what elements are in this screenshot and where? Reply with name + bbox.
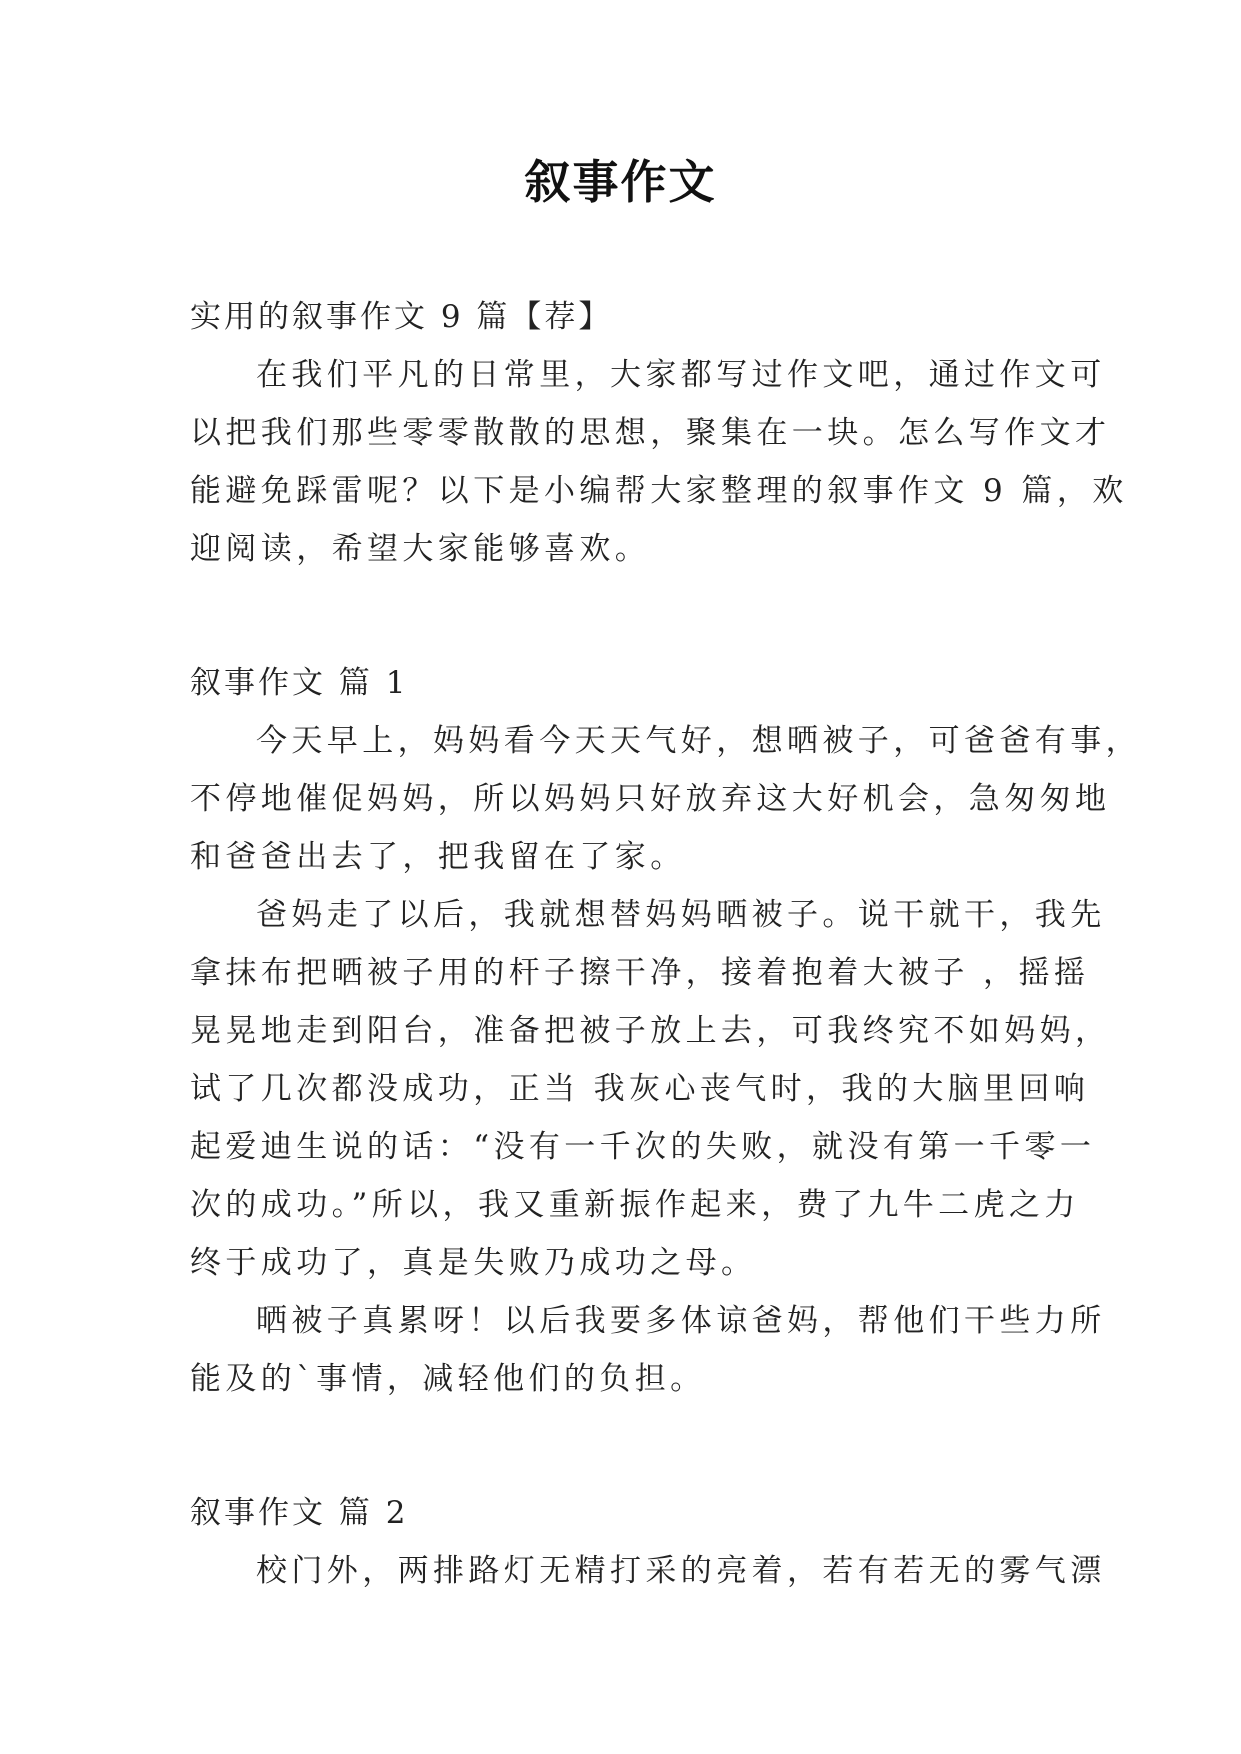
essay-paragraph xyxy=(190,1542,1106,1600)
document-body xyxy=(190,288,1141,1600)
essay-section-2 xyxy=(190,1484,1106,1600)
text-line: 晃晃地走到阳台，准备把被子放上去，可我终究不如妈妈， xyxy=(190,1013,1111,1049)
text-line: 和爸爸出去了，把我留在了家。 xyxy=(190,839,686,875)
text-line: 今天早上，妈妈看今天天气好，想晒被子，可爸爸有事， xyxy=(256,723,1141,759)
intro-paragraph xyxy=(190,346,1128,578)
text-line: 以把我们那些零零散散的思想，聚集在一块。怎么写作文才 xyxy=(190,415,1111,451)
essay-paragraph xyxy=(190,1292,1106,1408)
text-line: 试了几次都没成功，正当 我灰心丧气时，我的大脑里回响 xyxy=(190,1071,1090,1107)
section-gap xyxy=(190,578,1052,654)
text-line: 不停地催促妈妈，所以妈妈只好放弃这大好机会，急匆匆地 xyxy=(190,781,1111,817)
essay-paragraph xyxy=(190,712,1141,886)
text-line: 晒被子真累呀！以后我要多体谅爸妈，帮他们干些力所 xyxy=(256,1303,1106,1339)
text-line: 爸妈走了以后，我就想替妈妈晒被子。说干就干，我先 xyxy=(256,897,1106,933)
document-subtitle: 实用的叙事作文 9 篇【荐】 xyxy=(190,299,613,335)
document-title: 叙事作文 xyxy=(524,155,717,209)
essay-heading: 叙事作文 篇 2 xyxy=(190,1495,409,1531)
essay-heading: 叙事作文 篇 1 xyxy=(190,665,409,701)
essay-section-1 xyxy=(190,654,1141,1408)
text-line: 迎阅读，希望大家能够喜欢。 xyxy=(190,531,651,567)
text-line: 终于成功了，真是失败乃成功之母。 xyxy=(190,1245,757,1281)
section-gap xyxy=(190,1408,1052,1484)
text-line: 拿抹布把晒被子用的杆子擦干净，接着抱着大被子 ，摇摇 xyxy=(190,955,1090,991)
essay-paragraph xyxy=(190,886,1111,1292)
text-line: 次的成功。”所以，我又重新振作起来，费了九牛二虎之力 xyxy=(190,1187,1080,1223)
text-line: 在我们平凡的日常里，大家都写过作文吧，通过作文可 xyxy=(256,357,1106,393)
text-line: 起爱迪生说的话：“没有一千次的失败，就没有第一千零一 xyxy=(190,1129,1096,1165)
text-line: 能避免踩雷呢？以下是小编帮大家整理的叙事作文 9 篇，欢 xyxy=(190,473,1128,509)
text-line: 能及的`事情，减轻他们的负担。 xyxy=(190,1361,706,1397)
text-line: 校门外，两排路灯无精打采的亮着，若有若无的雾气漂 xyxy=(256,1553,1106,1589)
